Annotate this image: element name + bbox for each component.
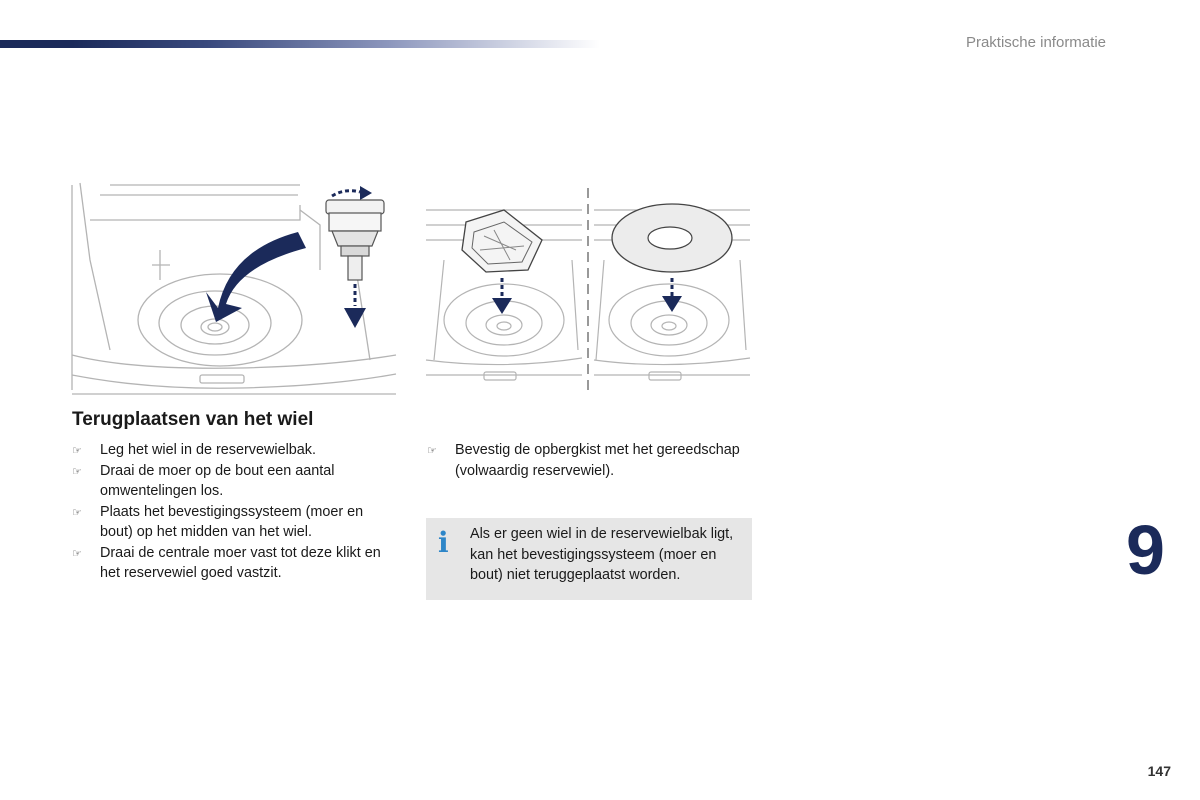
step-text: Draai de moer op de bout een aantal omwentelingen los. [100, 462, 335, 499]
list-item [427, 440, 747, 481]
pointing-hand-icon: ☞ [72, 465, 82, 478]
pointing-hand-icon: ☞ [72, 445, 82, 457]
list-item [72, 440, 392, 461]
list-item [72, 543, 392, 584]
section-title: Praktische informatie [965, 34, 1106, 51]
info-icon: i [438, 526, 449, 559]
list-item [72, 461, 392, 502]
spare-wheel-well-illustration [70, 180, 398, 402]
step-text: Leg het wiel in de reservewielbak. [100, 442, 316, 458]
page-number: 147 [1147, 763, 1171, 779]
section-heading: Terugplaatsen van het wiel [72, 409, 314, 430]
info-text: Als er geen wiel in de reservewielbak ligt, kan het bevestigingssysteem (moer en bout) niet teruggeplaatst worden. [470, 526, 734, 583]
step-text: Bevestig de opbergkist met het gereedschap (volwaardig reservewiel). [455, 442, 740, 479]
steps-list-left [72, 440, 392, 584]
header-accent-bar [0, 40, 600, 48]
list-item [72, 502, 392, 543]
steps-list-right [427, 440, 747, 481]
pointing-hand-icon: ☞ [427, 445, 437, 457]
storage-box-illustration [424, 180, 752, 402]
step-text: Plaats het bevestigingssysteem (moer en bout) op het midden van het wiel. [100, 503, 364, 540]
chapter-number: 9 [1126, 511, 1165, 589]
storage-box-refit-icon [424, 180, 752, 402]
spare-wheel-well-lowering-icon [70, 180, 398, 402]
pointing-hand-icon: ☞ [72, 506, 82, 519]
step-text: Draai de centrale moer vast tot deze klikt en het reservewiel goed vastzit. [100, 544, 381, 581]
pointing-hand-icon: ☞ [72, 547, 82, 560]
info-box [426, 518, 752, 600]
